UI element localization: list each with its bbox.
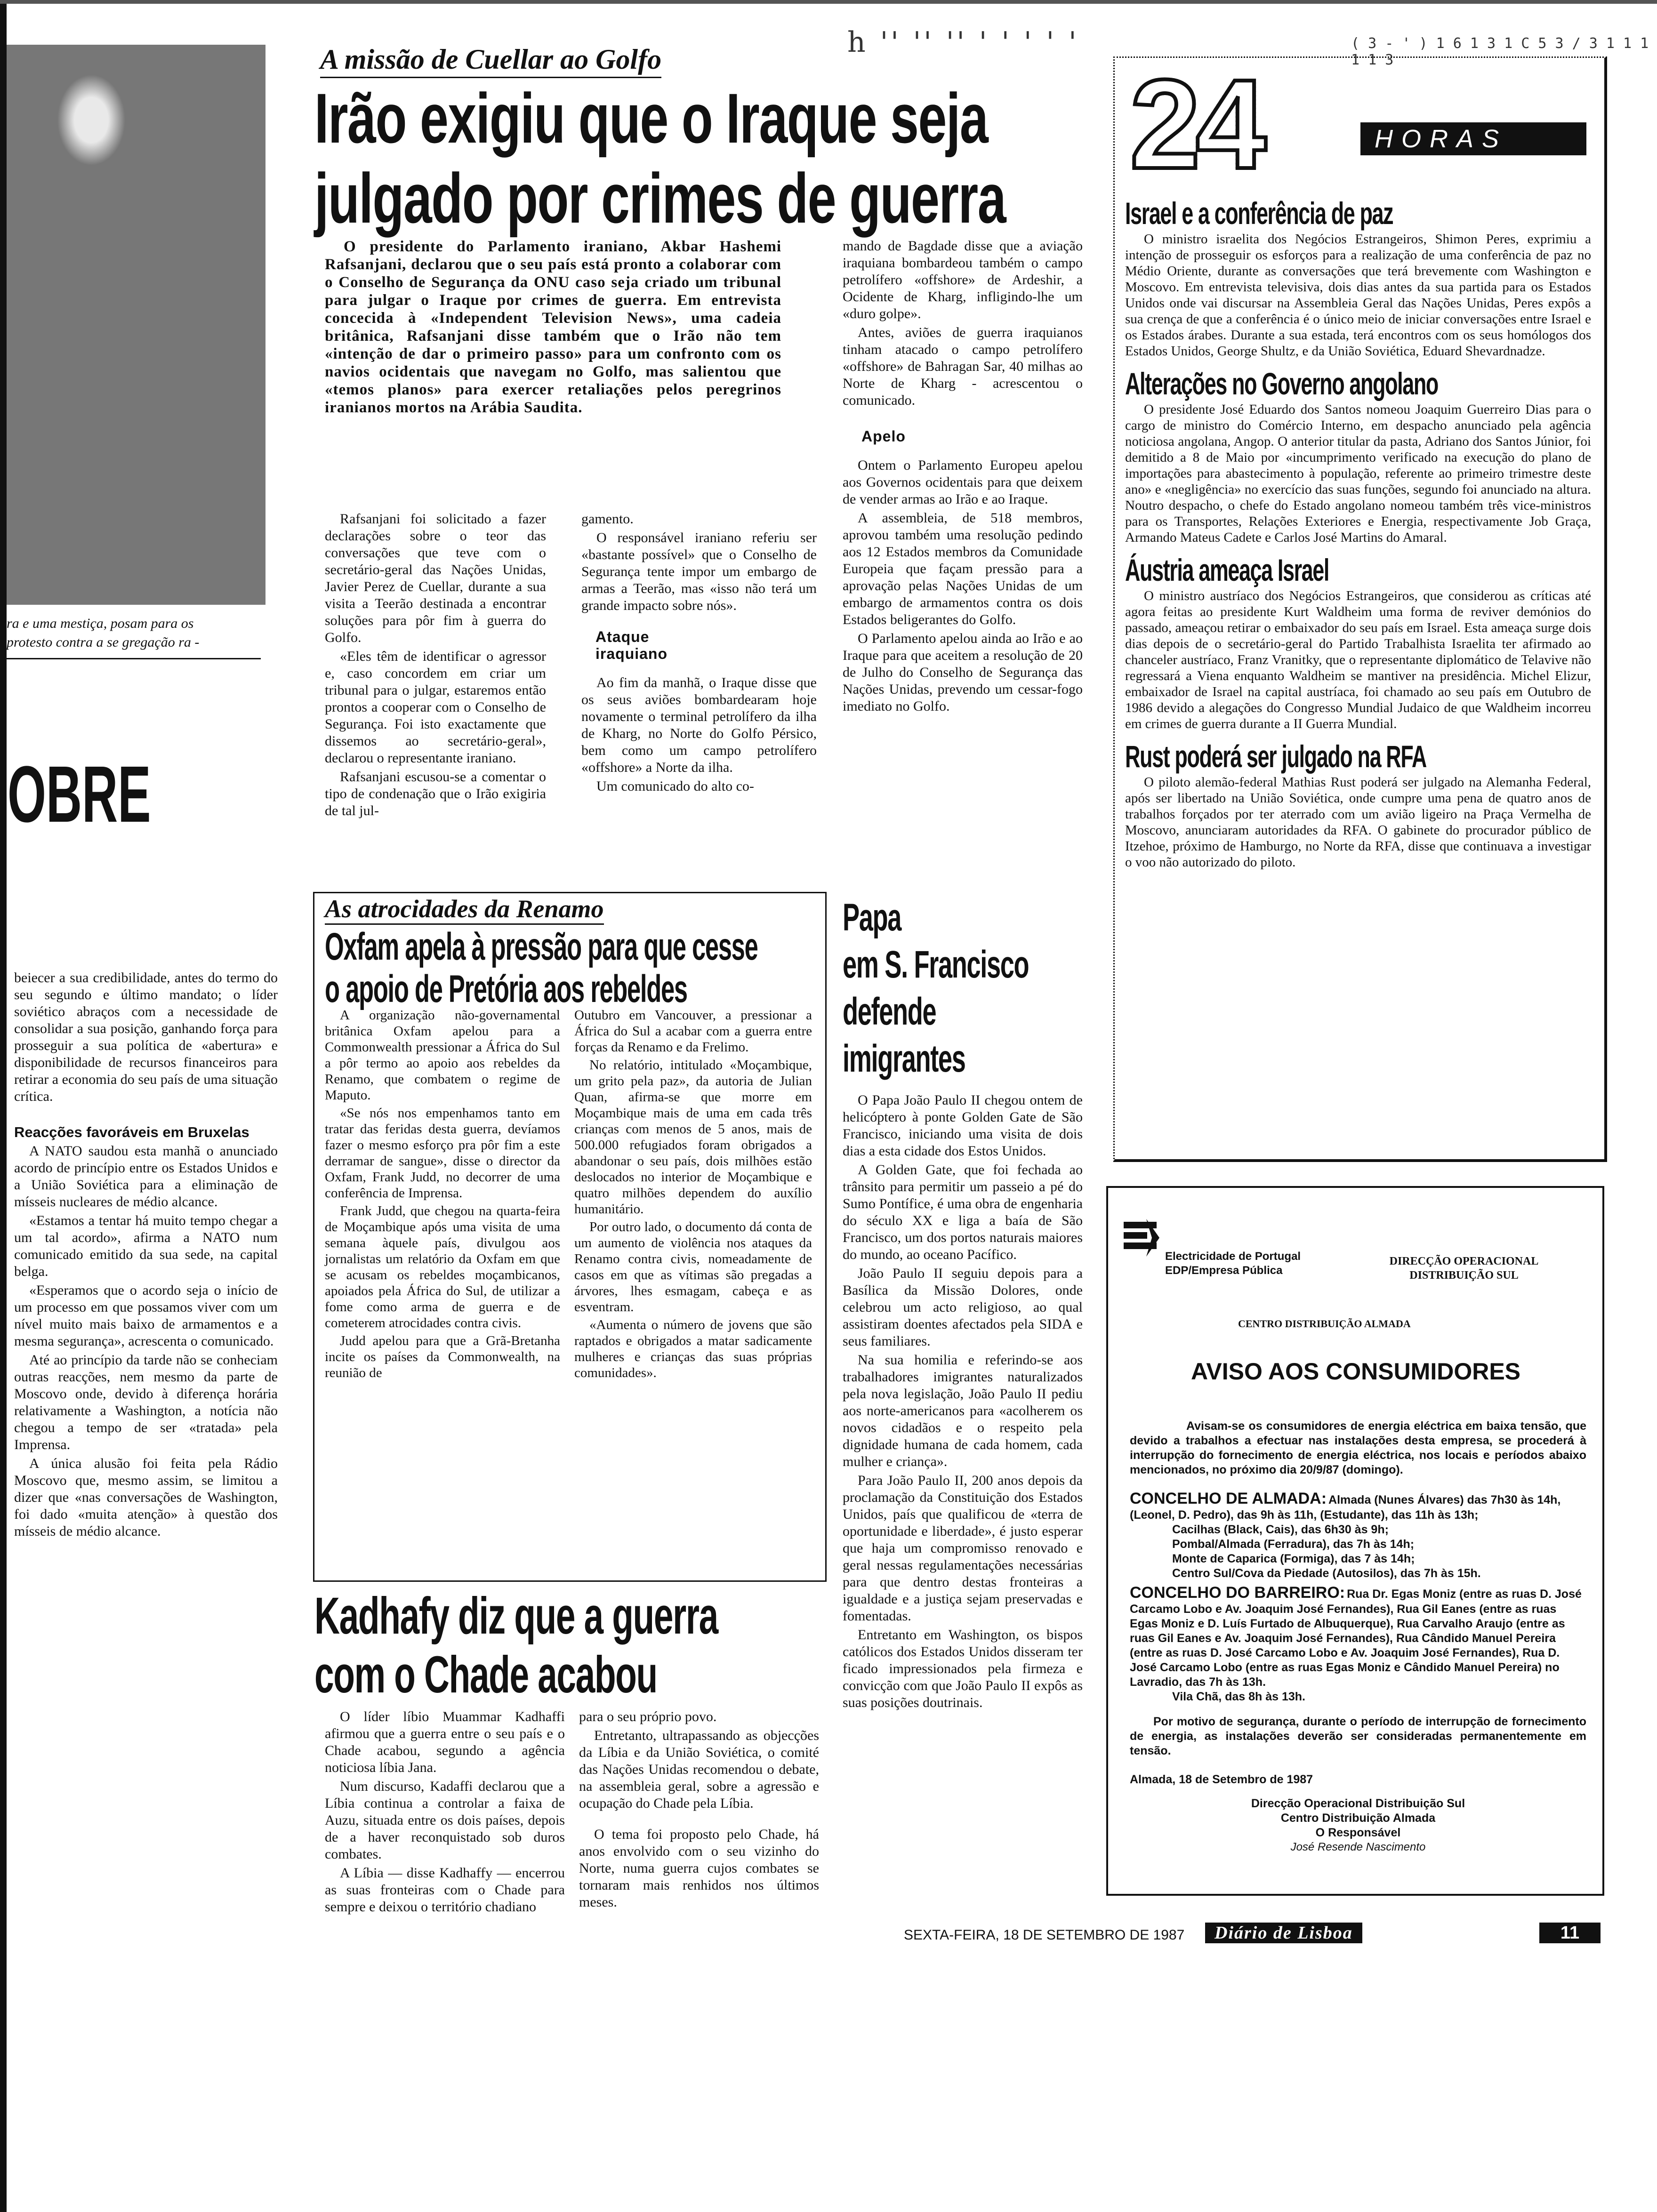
footer-date: SEXTA-FEIRA, 18 DE SETEMBRO DE 1987 — [904, 1927, 1185, 1943]
edp-centro: CENTRO DISTRIBUIÇÃO ALMADA — [1238, 1318, 1411, 1330]
paragraph: A Golden Gate, que foi fechada ao trânsito para permitir um passeio a pé do Sumo Pontífice, é uma obra de engenharia do século XX e liga a baía de São Francisco, um dos portos naturais maiores do mundo, ao oceano Pacífico. — [843, 1162, 1083, 1262]
paragraph: Outubro em Vancouver, a pressionar a África do Sul a acabar com a guerra entre forças da Renamo e da Frelimo. — [574, 1008, 812, 1055]
edp-logo-icon — [1123, 1219, 1160, 1257]
main-kicker: A missão de Cuellar ao Golfo — [320, 43, 661, 78]
header-mark: h '' '' '' ' ' ' ' ' — [847, 26, 1079, 59]
paragraph: «Esperamos que o acordo seja o início de um processo em que possamos viver com um nível muito mais baixo de armamentos e a mesma segurança», acrescenta o comunicado. — [14, 1282, 278, 1349]
paragraph: Entretanto, ultrapassando as objecções da Líbia e da União Soviética, o comité das Nações Unidas recomendou o debate, na assembleia geral, sobre a agressão e ocupação do Chade pela Líbia. — [579, 1728, 819, 1811]
scan-edge-top — [0, 0, 1657, 4]
photo — [7, 45, 265, 605]
paragraph: A NATO saudou esta manhã o anunciado acordo de princípio entre os Estados Unidos e a União Soviética para a eliminação de mísseis nucleares de médio alcance. — [14, 1143, 278, 1210]
paragraph: beiecer a sua credibilidade, antes do termo do seu segundo e último mandato; o líder soviético abraços com a necessidade de consolidar a sua posição, ganhando força para prosseguir a sua política de «abertura» e disponibilidade de recursos financeiros para retirar a economia do seu país de uma situação crítica. — [14, 970, 278, 1104]
paragraph: O tema foi proposto pelo Chade, há anos envolvido com o seu vizinho do Norte, numa guerra cujos combates se tornaram mais renhidos nos últimos meses. — [579, 1827, 819, 1910]
edp-date: Almada, 18 de Setembro de 1987 — [1130, 1773, 1313, 1786]
main-headline-line2: julgado por crimes de guerra — [314, 159, 1006, 238]
edp-note: Por motivo de segurança, durante o período de interrupção de fornecimento de energia, as instalações deverão ser consideradas permanentemente em tensão. — [1130, 1715, 1586, 1757]
paragraph: O responsável iraniano referiu ser «bastante possível» que o Conselho de Segurança tente impor um embargo de armas a Teerão, mas «isso não terá um grande impacto sobre nós». — [581, 530, 817, 613]
edp-almada-line: Almada (Nunes Álvares) das 7h30 às 14h, (Leonel, D. Pedro), das 9h às 11h, (Estudante), das 11h às 13h; — [1130, 1493, 1561, 1522]
horas-item-headline: Israel e a conferência de paz — [1125, 196, 1393, 231]
edp-company — [1165, 1250, 1353, 1278]
lead-paragraph: O presidente do Parlamento iraniano, Akbar Hashemi Rafsanjani, declarou que o seu país está pronto a colaborar com o Conselho de Segurança da ONU caso seja criado um tribunal para julgar o Iraque por crimes de guerra. Em entrevista concecida à «Independent Television News», uma cadeia britânica, Rafsanjani disse também que o Irão não tem «intenção de dar o primeiro passo» para um confronto com os navios ocidentais que navegam no Golfo, mas salientou que «temos planos» para exercer retaliações pelos peregrinos iranianos mortos na Arábia Saudita. — [325, 238, 781, 416]
paragraph: Um comunicado do alto co- — [596, 778, 754, 794]
papa-headline-line: imigrantes — [843, 1037, 965, 1080]
edp-company-line: Electricidade de Portugal — [1165, 1250, 1301, 1263]
edp-body — [1130, 1419, 1586, 1854]
main-col1 — [325, 511, 546, 821]
paragraph: Por outro lado, o documento dá conta de um aumento de violência nos ataques da Renamo contra civis, nomeadamente de casos em que as vítimas são pregadas a árvores, lhes esmagam, cabeça e as esventram. — [574, 1219, 812, 1314]
edp-sign-name: José Resende Nascimento — [1290, 1841, 1426, 1853]
paragraph: Ontem o Parlamento Europeu apelou aos Governos ocidentais para que deixem de vender armas ao Irão e ao Iraque. — [843, 457, 1083, 507]
edp-almada-line: Pombal/Almada (Ferradura), das 7h às 14h; — [1172, 1538, 1415, 1551]
horas-item — [1125, 738, 1591, 870]
edp-sign-line: O Responsável — [1315, 1826, 1401, 1839]
horas-item-text: O piloto alemão-federal Mathias Rust poderá ser julgado na Alemanha Federal, após ser libertado na União Soviética, onde cumpre uma pena de quatro anos de trabalhos forçados por ter aterrado com um avião ligeiro na Praça Vermelha de Moscovo, anunciaram autoridades da RFA. O gabinete do procurador público de Itzehoe, próximo de Hamburgo, no Norte da RFA, disse que continuava a investigar o voo não autorizado do piloto. — [1125, 775, 1591, 870]
left-column — [14, 970, 278, 1542]
horas-item-headline: Rust poderá ser julgado na RFA — [1125, 739, 1426, 774]
photo-caption — [7, 614, 261, 652]
paragraph: Rafsanjani foi solicitado a fazer declarações sobre o teor das conversações que teve com o secretário-geral das Nações Unidas, Javier Perez de Cuellar, durante a sua visita a Teerão destinada a encontrar soluções para pôr fim à guerra do Golfo. — [325, 511, 546, 645]
papa-headline-line: Papa — [843, 896, 901, 939]
paragraph: Para João Paulo II, 200 anos depois da proclamação da Constituição dos Estados Unidos, país que qualificou de «terra de oportunidade e liberdade», é justo esperar que haja um compromisso renovado e geral nessas regulamentações necessárias para que dentro destas fronteiras a igualdade e a justiça sejam preservadas e fomentadas. — [843, 1473, 1083, 1624]
edp-almada-line: Centro Sul/Cova da Piedade (Autosilos), das 7h às 15h. — [1172, 1567, 1481, 1580]
horas-item-text: O ministro austríaco dos Negócios Estrangeiros, que considerou as críticas até agora feitas ao presidente Kurt Waldheim uma forma de reviver demónios do passado, ameaçou retirar o embaixador do seu país em Israel. Esta ameaça surge dois dias depois de o secretário-geral do Partido Trabalhista Israelita ter afirmado ao chanceler austríaco, Franz Vranitky, que o representante diplomático de Telavive não regressará a Viena enquanto Waldheim se mantiver na presidência. Michel Elizur, embaixador de Israel na capital austríaca, foi chamado ao seu país em Outubro de 1986 devido a alegações do Congresso Mundial Judaico de que Waldheim incorreu em crimes de guerra durante a II Guerra Mundial. — [1125, 588, 1591, 731]
scan-edge-left — [0, 0, 7, 2212]
main-col2 — [581, 511, 817, 797]
photo-caption-line: protesto contra a se gregação ra - — [7, 634, 200, 650]
edp-title: AVISO AOS CONSUMIDORES — [1190, 1358, 1521, 1385]
paragraph: A assembleia, de 518 membros, aprovou também uma resolução pedindo aos 12 Estados membros da Comunidade Europeia que façam pressão para a aprovação pelas Nações Unidas de um embargo de armamentos contra os dois Estados beligerantes do Golfo. — [843, 510, 1083, 627]
paragraph: «Aumenta o número de jovens que são raptados e obrigados a matar sadicamente mulheres e crianças das suas próprias comunidades». — [574, 1317, 812, 1380]
papa-column — [843, 1092, 1083, 1713]
subhead: Ataque iraquiano — [595, 628, 668, 662]
edp-almada — [1130, 1490, 1586, 1581]
edp-almada-head: CONCELHO DE ALMADA: — [1130, 1490, 1327, 1507]
horas-item-headline: Áustria ameaça Israel — [1125, 553, 1329, 587]
kadhafy-col1 — [325, 1708, 565, 1917]
edp-dept-line: DISTRIBUIÇÃO SUL — [1409, 1269, 1519, 1282]
subhead: Reacções favoráveis em Bruxelas — [14, 1124, 249, 1140]
main-col3 — [843, 238, 1083, 717]
paragraph: «Se nós nos empenhamos tanto em tratar das feridas desta guerra, devíamos fazer o mesmo esforço pra pôr fim a este derramar de sangue», disse o director da Oxfam, Frank Judd, no decorrer de uma conferência de Imprensa. — [325, 1106, 560, 1201]
footer-paper: Diário de Lisboa — [1205, 1923, 1362, 1943]
horas-label-bar — [1360, 122, 1586, 155]
paragraph: Entretanto em Washington, os bispos católicos dos Estados Unidos disseram ter ficado impressionados pela firmeza e convicção com que João Paulo II expôs as suas posições doutrinais. — [843, 1627, 1083, 1710]
paragraph: gamento. — [581, 511, 634, 527]
header-code: ( 3 - ' ) 1 6 1 3 1 C 5 3 / 3 1 1 1 1 1 3 — [1351, 35, 1649, 68]
paragraph: O Parlamento apelou ainda ao Irão e ao Iraque para que aceitem a resolução de 20 de Julho do Conselho de Segurança das Nações Unidas, prevendo um cessar-fogo imediato no Golfo. — [843, 631, 1083, 714]
paragraph: A única alusão foi feita pela Rádio Moscovo que, mesmo assim, se limitou a dizer que «nas conversações de Washington, foi dado «muita atenção» à questão dos mísseis de médio alcance. — [14, 1456, 278, 1539]
horas-number: 24 — [1130, 54, 1262, 195]
renamo-kicker: As atrocidades da Renamo — [325, 894, 604, 925]
horas-item — [1125, 366, 1591, 545]
edp-sign-line: Direcção Operacional Distribuição Sul — [1251, 1797, 1465, 1810]
main-lead — [325, 238, 781, 417]
footer-page-number: 11 — [1539, 1923, 1601, 1943]
edp-sign-line: Centro Distribuição Almada — [1280, 1811, 1436, 1825]
renamo-col2 — [574, 1007, 812, 1383]
kadhafy-headline-line1: Kadhafy diz que a guerra — [314, 1587, 718, 1645]
horas-item — [1125, 552, 1591, 732]
paragraph: No relatório, intitulado «Moçambique, um grito pela paz», da autoria de Julian Quan, afirma-se que morre em Moçambique mais de uma em cada três crianças com menos de 5 anos, mais de 500.000 refugiados foram obrigados a abandonar o seu país, dois milhões estão deslocados no interior de Moçambique e quatro milhões dependem do auxílio humanitário. — [574, 1058, 812, 1217]
paragraph: Na sua homilia e referindo-se aos trabalhadores imigrantes naturalizados pela nova legislação, João Paulo II pediu aos norte-americanos para «acolherem os novos cidadãos e o respeito pela dignidade humana de cada homem, cada mulher e criança». — [843, 1352, 1083, 1469]
photo-caption-rule — [7, 658, 261, 659]
paragraph: Rafsanjani escusou-se a comentar o tipo de condenação que o Irão exigiria de tal jul- — [325, 769, 546, 818]
paragraph: Ao fim da manhã, o Iraque disse que os seus aviões bombardearam hoje novamente o terminal petrolífero da ilha de Kharg, no Norte do Golfo Pérsico, bem como um campo petrolífero «offshore» a Norte da ilha. — [581, 675, 817, 775]
edp-signature — [1130, 1796, 1586, 1854]
subhead: Apelo — [861, 428, 906, 445]
edp-barreiro-head: CONCELHO DO BARREIRO: — [1130, 1584, 1345, 1602]
renamo-col1 — [325, 1007, 560, 1383]
horas-item-headline: Alterações no Governo angolano — [1125, 366, 1438, 401]
edp-almada-line: Monte de Caparica (Formiga), das 7 às 14h; — [1172, 1552, 1415, 1565]
horas-item-text: O presidente José Eduardo dos Santos nomeou Joaquim Guerreiro Dias para o cargo de ministro do Comércio Interno, em despacho anunciado pela agência noticiosa angolana, Angop. O anterior titular da pasta, Adriano dos Santos Júnior, foi demitido a 8 de Maio por «incumprimento verificado na execução do plano de importações para abastecimento à população, referente ao primeiro trimestre deste ano» e «negligência» no exercício das suas funções, segundo foi anunciado na altura. Noutro despacho, o chefe do Estado angolano nomeou também três vice-ministros para os Transportes, Relações Exteriores e Energia, respectivamente Job Graça, Armando Mateus Cadete e Carlos José Martins do Amaral. — [1125, 402, 1591, 545]
footer — [904, 1923, 1601, 1946]
edp-almada-line: Cacilhas (Black, Cais), das 6h30 às 9h; — [1172, 1523, 1389, 1536]
paragraph: Frank Judd, que chegou na quarta-feira de Moçambique após uma visita de uma semana àquele país, divulgou aos jornalistas um relatório da Oxfam em que se acusam os rebeldes moçambicanos, apoiados pela África do Sul, de utilizar a fome como arma de guerra e de cometerem atrocidades contra civis. — [325, 1203, 560, 1330]
paragraph: «Eles têm de identificar o agressor e, caso concordem em criar um tribunal para o julgar, estaremos então prontos a cooperar com o Conselho de Segurança. Foi isto exactamente que dissemos ao secretário-geral», declarou o representante iraniano. — [325, 649, 546, 766]
edp-dept-line: DIRECÇÃO OPERACIONAL — [1389, 1255, 1539, 1267]
paragraph: O líder líbio Muammar Kadhaffi afirmou que a guerra entre o seu país e o Chade acabou, segundo a agência noticiosa líbia Jana. — [325, 1709, 565, 1775]
paragraph: «Estamos a tentar há muito tempo chegar a um tal acordo», afirma a NATO num comunicado emitido da sua sede, na capital belga. — [14, 1213, 278, 1279]
papa-headline — [843, 894, 1087, 1082]
papa-headline-line: defende — [843, 990, 936, 1033]
paragraph: A Líbia — disse Kadhaffy — encerrou as suas fronteiras com o Chade para sempre e deixou o território chadiano — [325, 1865, 565, 1915]
paragraph: mando de Bagdade disse que a aviação iraquiana bombardeou também o campo petrolífero «offshore» de Ardeshir, a Ocidente de Kharg, infligindo-lhe um «duro golpe». — [843, 238, 1083, 321]
edp-barreiro-last: Vila Chã, das 8h às 13h. — [1172, 1690, 1306, 1703]
paragraph: Antes, aviões de guerra iraquianos tinham atacado o campo petrolífero «offshore» de Bahragan Sar, 40 milhas ao Norte de Kharg - acrescentou o comunicado. — [843, 325, 1083, 408]
photo-caption-line: ra e uma mestiça, posam para os — [7, 616, 194, 631]
papa-headline-line: em S. Francisco — [843, 943, 1029, 986]
paragraph: A organização não-governamental britânica Oxfam apelou para a Commonwealth pressionar a África do Sul a pôr termo ao apoio aos rebeldes da Renamo, que combatem o regime de Maputo. — [325, 1008, 560, 1103]
kadhafy-col2 — [579, 1708, 819, 1913]
horas-item-text: O ministro israelita dos Negócios Estrangeiros, Shimon Peres, exprimiu a intenção de prosseguir os esforços para a realização de uma conferência de paz no Médio Oriente, durante as conversações que terá brevemente com Washington e Moscovo. Em entrevista televisiva, dois dias antes da sua partida para os Estados Unidos onde vai discursar na Assembleia Geral das Nações Unidas, Peres expôs a sua crença de que a conferência é o único meio de iniciar conversações entre Israel e os Estados árabes. Durante a sua estada, terá encontros com os seus homólogos dos Estados Unidos, George Shultz, e da União Soviética, Eduard Shevardnadze. — [1125, 232, 1591, 359]
paragraph: Até ao princípio da tarde não se conheciam outras reacções, nem mesmo da parte de Moscovo onde, devido à diferença horária relativamente a Washington, a notícia não chegou a tempo de ser «tratada» pela Imprensa. — [14, 1352, 278, 1452]
paragraph: João Paulo II seguiu depois para a Basílica da Missão Dolores, onde celebrou um acto religioso, ao qual assistiram doentes afectados pela SIDA e seus familiares. — [843, 1266, 1083, 1349]
edp-intro: Avisam-se os consumidores de energia eléctrica em baixa tensão, que devido a trabalhos a efectuar nas instalações desta empresa, se procederá à interrupção do fornecimento de energia eléctrica, nos locais e períodos abaixo mencionados, no próximo dia 20/9/87 (domingo). — [1130, 1419, 1586, 1476]
paragraph: Num discurso, Kadaffi declarou que a Líbia continua a controlar a faixa de Auzu, situada entre os dois países, depois de a haver reconquistado sob duros combates. — [325, 1779, 565, 1862]
main-headline-line1: Irão exigiu que o Iraque seja — [314, 79, 988, 158]
renamo-headline-line1: Oxfam apela à pressão para que cesse — [325, 925, 758, 968]
paragraph: O Papa João Paulo II chegou ontem de helicóptero à ponte Golden Gate de São Francisco, iniciando uma visita de dois dias a esta cidade dos Estos Unidos. — [843, 1092, 1083, 1159]
horas-banner — [1130, 54, 1596, 195]
kadhafy-headline-line2: com o Chade acabou — [314, 1646, 657, 1704]
left-big-headline: OBRE — [8, 750, 151, 839]
edp-barreiro — [1130, 1584, 1586, 1704]
edp-logo — [1123, 1219, 1160, 1257]
edp-company-line: EDP/Empresa Pública — [1165, 1264, 1283, 1277]
paragraph: Judd apelou para que a Grã-Bretanha incite os países da Commonwealth, na reunião de — [325, 1333, 560, 1380]
edp-dept — [1356, 1254, 1572, 1282]
paragraph: para o seu próprio povo. — [579, 1709, 717, 1724]
horas-item — [1125, 195, 1591, 359]
renamo-headline-line2: o apoio de Pretória aos rebeldes — [325, 968, 687, 1010]
horas-label: HORAS — [1375, 125, 1508, 153]
horas-items — [1125, 195, 1591, 877]
edp-barreiro-text: Rua Dr. Egas Moniz (entre as ruas D. José Carcamo Lobo e Av. Joaquim José Fernandes), Rua Gil Eanes (entre as ruas Egas Moniz e D. Luís Furtado de Albuquerque), Rua Carvalho Araujo (entre as ruas Gil Eanes e Av. Joaquim José Fernandes), Rua Cândido Manuel Pereira (entre as ruas D. José Carcamo Lobo e Av. Joaquim José Fernandes), Rua D. José Carcamo Lobo (entre as ruas Egas Moniz e Cândido Manuel Pereira) no Lavradio, das 7h às 13h. — [1130, 1587, 1582, 1689]
